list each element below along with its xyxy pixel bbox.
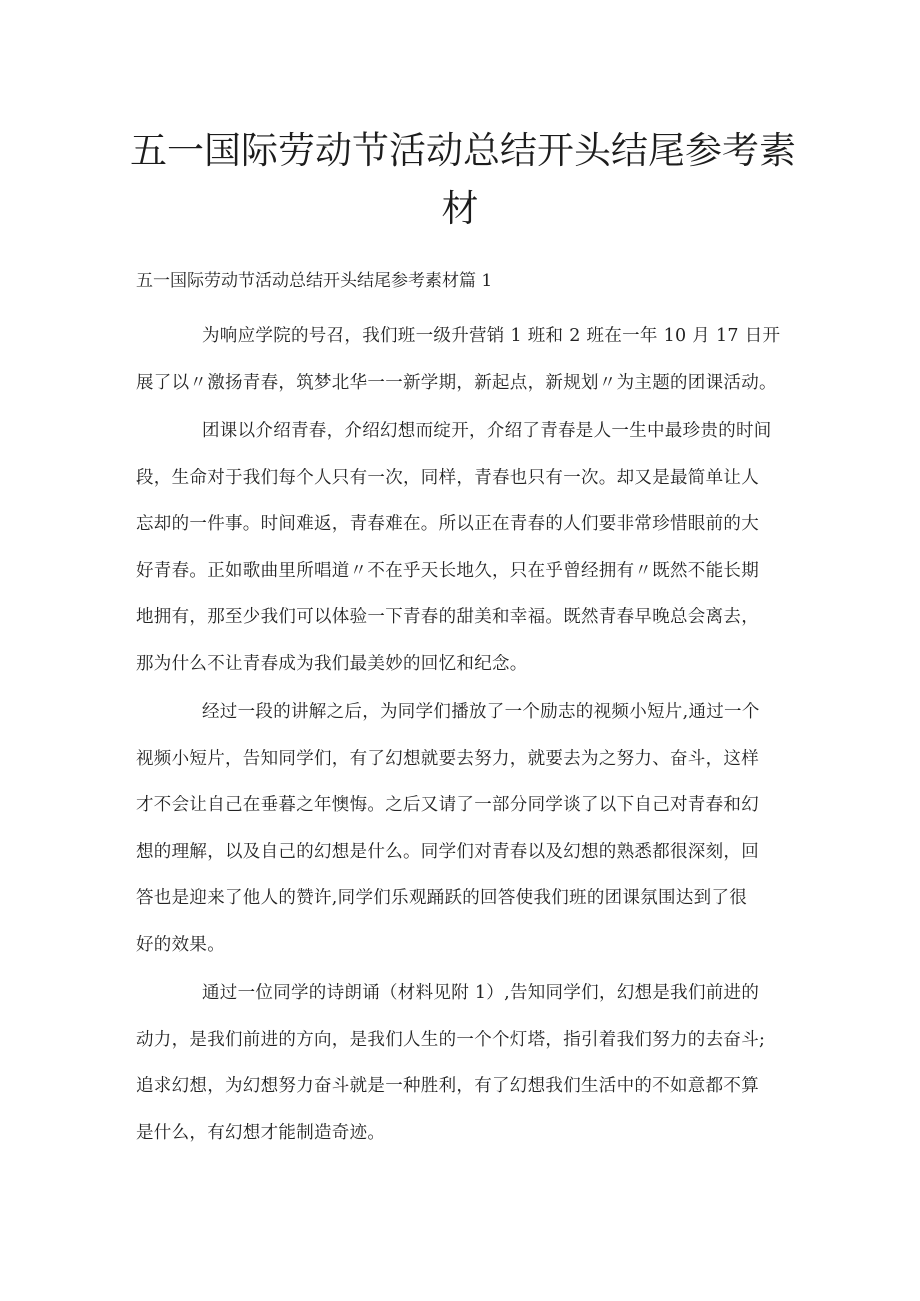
paragraph-line: 追求幻想，为幻想努力奋斗就是一种胜利，有了幻想我们生活中的不如意都不算 <box>136 1076 759 1096</box>
paragraph-line: 动力，是我们前进的方向，是我们人生的一个个灯塔，指引着我们努力的去奋斗; <box>136 1029 766 1050</box>
paragraph-line: 段，生命对于我们每个人只有一次，同样，青春也只有一次。却又是最简单让人 <box>136 467 759 488</box>
paragraph-1 <box>136 313 796 406</box>
paragraph-3 <box>136 689 796 968</box>
paragraph-4 <box>136 970 796 1156</box>
document-title <box>130 122 796 238</box>
paragraph-line: 那为什么不让青春成为我们最美妙的回忆和纪念。 <box>136 653 528 674</box>
section-heading: 五一国际劳动节活动总结开头结尾参考素材篇 1 <box>136 271 493 291</box>
paragraph-line: 地拥有，那至少我们可以体验一下青春的甜美和幸福。既然青春早晚总会离去， <box>136 607 759 627</box>
paragraph-line: 团课以介绍青春，介绍幻想而绽开，介绍了青春是人一生中最珍贵的时间 <box>202 421 772 441</box>
paragraph-2 <box>136 408 796 687</box>
paragraph-line: 为响应学院的号召，我们班一级升营销 1 班和 2 班在一年 10 月 17 日开 <box>202 326 781 346</box>
paragraph-line: 视频小短片，告知同学们，有了幻想就要去努力，就要去为之努力、奋斗，这样 <box>136 748 759 769</box>
paragraph-line: 想的理解，以及自己的幻想是什么。同学们对青春以及幻想的熟悉都很深刻，回 <box>136 841 759 862</box>
paragraph-line: 好的效果。 <box>136 934 225 955</box>
paragraph-line: 答也是迎来了他人的赞许,同学们乐观踊跃的回答使我们班的团课氛围达到了很 <box>136 888 748 908</box>
paragraph-line: 忘却的一件事。时间难返，青春难在。所以正在青春的人们要非常珍惜眼前的大 <box>136 514 759 534</box>
paragraph-line: 经过一段的讲解之后，为同学们播放了一个励志的视频小短片,通过一个 <box>202 702 760 722</box>
paragraph-line: 是什么，有幻想才能制造奇迹。 <box>136 1122 386 1143</box>
paragraph-line: 通过一位同学的诗朗诵（材料见附 1）,告知同学们，幻想是我们前进的 <box>202 983 760 1003</box>
document-body <box>136 313 796 1158</box>
title-line-2: 材 <box>441 187 479 230</box>
paragraph-line: 展了以〃激扬青春，筑梦北华一一新学期，新起点，新规划〃为主题的团课活动。 <box>136 372 777 393</box>
title-line-1: 五一国际劳动节活动总结开头结尾参考素 <box>130 129 796 172</box>
paragraph-line: 好青春。正如歌曲里所唱道〃不在乎天长地久，只在乎曾经拥有〃既然不能长期 <box>136 560 759 581</box>
paragraph-line: 才不会让自己在垂暮之年懊悔。之后又请了一部分同学谈了以下自己对青春和幻 <box>136 795 759 815</box>
